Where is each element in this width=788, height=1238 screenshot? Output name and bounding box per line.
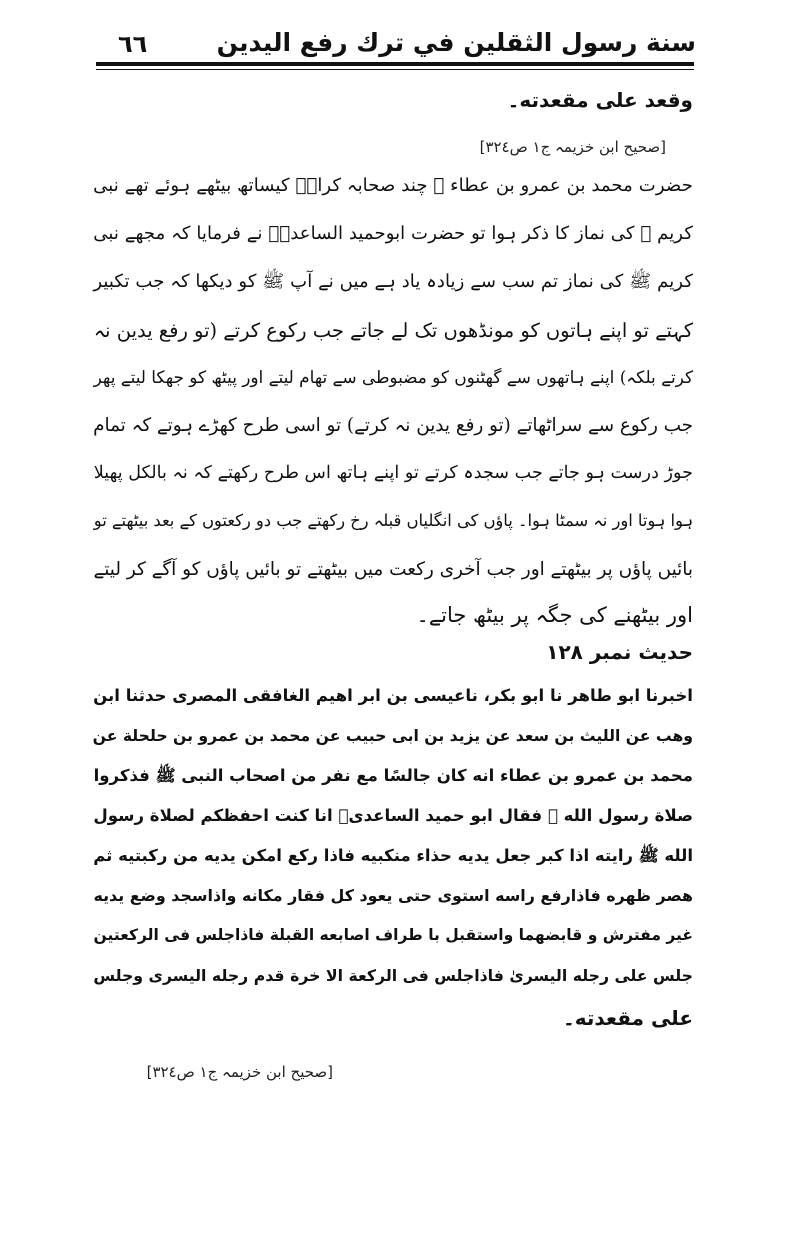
- arabic-line: علی مقعدته۔: [563, 1006, 693, 1030]
- arabic-line: محمد بن عمرو بن عطاء انه كان جالسًا مع نفر من اصحاب النبی ﷺ فذکروا: [93, 766, 693, 785]
- urdu-line: جب رکوع سے سراٹھاتے (تو رفع یدین نہ کرتے) تو اسی طرح کھڑے ہوتے کہ تمام: [93, 415, 693, 436]
- running-header-title: سنة رسول الثقلين في ترك رفع اليدين: [216, 28, 696, 57]
- arabic-line: الله ﷺ رایته اذا کبر جعل یدیه حذاء منکبیه فاذا رکع امکن یدیه من رکبتیه ثم: [93, 846, 693, 865]
- urdu-line: ہوا ہوتا اور نہ سمٹا ہوا۔ پاؤں کی انگلیاں قبلہ رخ رکھتے جب دو رکعتوں کے بعد بیٹھتے تو: [93, 511, 693, 530]
- arabic-line: جلس علی رجله الیسریٰ فاذاجلس فی الرکعة الا خرة قدم رجله الیسری وجلس: [93, 966, 693, 985]
- arabic-line: صلاة رسول الله ﷺ فقال ابو حمید الساعدیؓ انا کنت احفظکم لصلاة رسول: [93, 806, 693, 825]
- urdu-line: کریم ﷺ کی نماز کا ذکر ہوا تو حضرت ابوحمید الساعدیؓ نے فرمایا کہ مجھے نبی: [93, 223, 693, 244]
- arabic-line: غیر مفترش و قابضهما واستقبل با طراف اصابعه القبلة فاذاجلس فی الرکعتین: [93, 926, 693, 944]
- arabic-line: هصر ظهره فاذارفع راسه استوی حتی یعود کل فقار مکانه واذاسجد وضع یدیه: [93, 886, 693, 905]
- reference-1: [صحیح ابن خزیمہ ج۱ ص۳۲٤]: [479, 138, 666, 156]
- urdu-line: بائیں پاؤں پر بیٹھتے اور جب آخری رکعت میں بیٹھتے تو بائیں پاؤں کو آگے کر لیتے: [93, 559, 693, 580]
- header-rule-thin: [96, 69, 694, 70]
- arabic-line: وھب عن اللیث بن سعد عن یزید بن ابی حبیب عن محمد بن عمرو بن حلحلة عن: [92, 726, 693, 745]
- urdu-line: اور بیٹھنے کی جگہ پر بیٹھ جاتے۔: [416, 603, 693, 627]
- urdu-line: کریم ﷺ کی نماز تم سب سے زیادہ یاد ہے میں نے آپ ﷺ کو دیکھا کہ جب تکبیر: [93, 271, 693, 292]
- arabic-line: اخبرنا ابو طاھر نا ابو بکر، ناعیسی بن ابر اھیم الغافقی المصری حدثنا ابن: [93, 686, 693, 705]
- urdu-line: جوڑ درست ہو جاتے جب سجدہ کرتے تو اپنے ہاتھ اس طرح رکھتے کہ نہ بالکل پھیلا: [93, 463, 693, 483]
- page-number: ٦٦: [118, 30, 148, 58]
- reference-2: [صحیح ابن خزیمہ ج۱ ص۳۲٤]: [146, 1063, 333, 1081]
- hadith-heading: حدیث نمبر ۱۲۸: [546, 640, 693, 664]
- urdu-line: حضرت محمد بن عمرو بن عطاء ؒ چند صحابہ کرامؓ کیساتھ بیٹھے ہوئے تھے نبی: [93, 175, 693, 196]
- urdu-line: کرتے بلکہ) اپنے ہاتھوں سے گھٹنوں کو مضبوطی سے تھام لیتے اور پیٹھ کو جھکا لیتے پھر: [93, 367, 693, 387]
- urdu-line: کہتے تو اپنے ہاتوں کو مونڈھوں تک لے جاتے جب رکوع کرتے (تو رفع یدین نہ: [93, 319, 693, 342]
- top-line: وقعد علی مقعدته۔: [507, 88, 693, 112]
- header-rule-thick: [96, 62, 694, 66]
